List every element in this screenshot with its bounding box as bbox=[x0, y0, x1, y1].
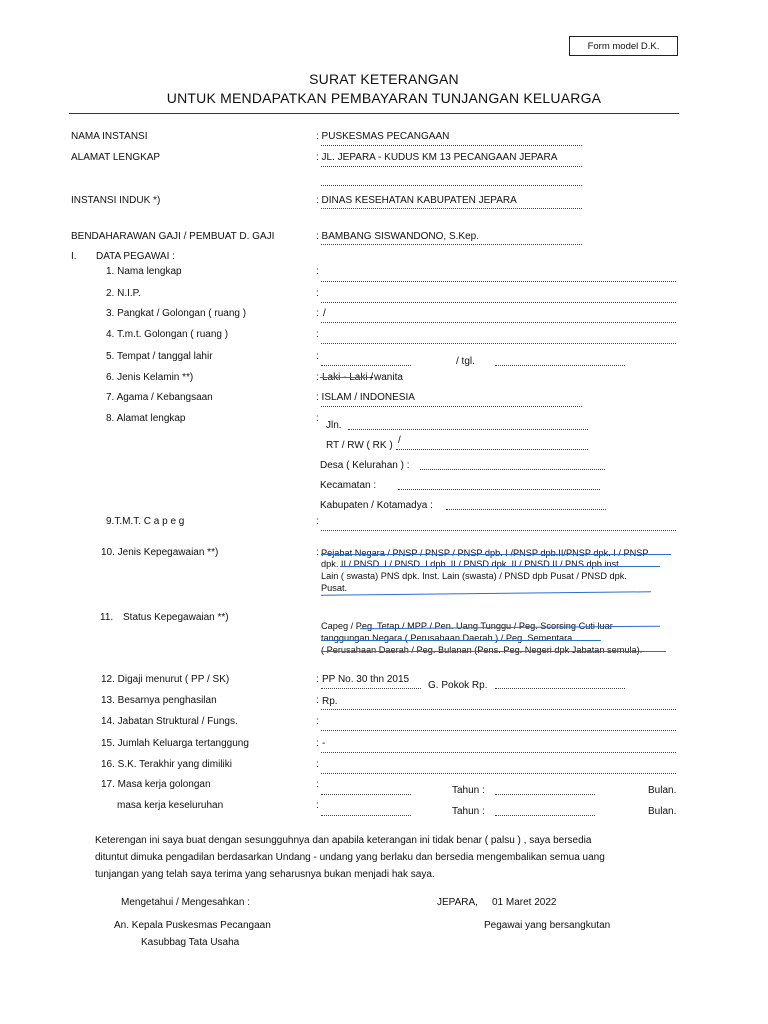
dotted-line bbox=[321, 530, 676, 531]
item-10-line-3: Lain ( swasta) PNS dpk. Inst. Lain (swasta) / PNSD dpb Pusat / PNSD dpk. bbox=[321, 571, 627, 581]
colon: : bbox=[316, 372, 319, 383]
handwritten-strike bbox=[320, 377, 370, 378]
handwritten-underline bbox=[321, 591, 651, 595]
item-5-tgl: / tgl. bbox=[456, 356, 475, 367]
bendahara-value: : BAMBANG SISWANDONO, S.Kep. bbox=[316, 231, 479, 242]
item-12-value: PP No. 30 thn 2015 bbox=[322, 674, 410, 685]
form-model-label: Form model D.K. bbox=[587, 40, 660, 52]
dotted-line bbox=[321, 773, 676, 774]
item-8-rtrw: RT / RW ( RK ) bbox=[326, 440, 393, 451]
item-6-struck: Laki - Laki / bbox=[322, 372, 374, 383]
dotted-line bbox=[396, 449, 588, 450]
item-10-line-4: Pusat. bbox=[321, 583, 348, 593]
dotted-line bbox=[495, 688, 625, 689]
item-2-label: 2. N.I.P. bbox=[106, 288, 141, 299]
dotted-line bbox=[321, 244, 582, 245]
item-8-jln: Jln. bbox=[326, 420, 342, 431]
item-8-slash: / bbox=[398, 435, 401, 446]
handwritten-strike bbox=[321, 640, 601, 641]
item-11-line-1: Capeg / Peg. Tetap / MPP / Pen. Uang Tunggu / Peg. Scorsing Cuti luar bbox=[321, 621, 613, 631]
title-line-2: UNTUK MENDAPATKAN PEMBAYARAN TUNJANGAN KELUARGA bbox=[166, 90, 602, 106]
item-15-value: - bbox=[322, 738, 326, 749]
nama-instansi-value: : PUSKESMAS PECANGAAN bbox=[316, 131, 450, 142]
item-17-label: 17. Masa kerja golongan bbox=[101, 779, 211, 790]
tahun-label: Tahun : bbox=[452, 806, 485, 817]
dotted-line bbox=[321, 302, 676, 303]
item-14-label: 14. Jabatan Struktural / Fungs. bbox=[101, 716, 238, 727]
colon: : bbox=[316, 759, 319, 770]
title-line-1: SURAT KETERANGAN bbox=[309, 71, 459, 87]
dotted-line bbox=[321, 730, 676, 731]
instansi-induk-label: INSTANSI INDUK *) bbox=[71, 195, 161, 206]
item-3-value: / bbox=[323, 308, 326, 319]
instansi-induk-value: : DINAS KESEHATAN KABUPATEN JEPARA bbox=[316, 195, 517, 206]
alamat-value: : JL. JEPARA - KUDUS KM 13 PECANGAAN JEPARA bbox=[316, 152, 558, 163]
dotted-line bbox=[495, 815, 595, 816]
item-9-label: 9.T.M.T. C a p e g bbox=[106, 516, 185, 527]
item-10-line-2: dpk. II / PNSD. I / PNSD. I dpb. II / PNSD dpk. II / PNSD II / PNS dpb inst. bbox=[321, 559, 622, 569]
colon: : bbox=[316, 308, 319, 319]
bulan-label: Bulan. bbox=[648, 785, 677, 796]
section-roman: I. bbox=[71, 251, 77, 262]
dotted-line bbox=[495, 794, 595, 795]
item-1-label: 1. Nama lengkap bbox=[106, 266, 182, 277]
dotted-line bbox=[446, 509, 606, 510]
item-10-line-1: Pejabat Negara / PNSP / PNSP / PNSP dpb. I /PNSP dpb.II/PNSP dpk. I / PNSP bbox=[321, 548, 649, 558]
item-13-label: 13. Besarnya penghasilan bbox=[101, 695, 217, 706]
item-12-gpokok: G. Pokok Rp. bbox=[428, 680, 488, 691]
handwritten-strike bbox=[340, 566, 660, 567]
colon: : bbox=[316, 800, 319, 811]
dotted-line bbox=[321, 166, 582, 167]
dotted-line bbox=[321, 281, 676, 282]
item-8-kec: Kecamatan : bbox=[320, 480, 377, 491]
kepala-label: An. Kepala Puskesmas Pecangaan bbox=[114, 920, 271, 931]
item-8-desa: Desa ( Kelurahan ) : bbox=[320, 460, 410, 471]
dotted-line bbox=[321, 145, 582, 146]
item-7-label: 7. Agama / Kebangsaan bbox=[106, 392, 213, 403]
item-16-label: 16. S.K. Terakhir yang dimiliki bbox=[101, 759, 232, 770]
dotted-line bbox=[321, 208, 582, 209]
pegawai-label: Pegawai yang bersangkutan bbox=[484, 920, 611, 931]
colon: : bbox=[316, 288, 319, 299]
mengetahui-label: Mengetahui / Mengesahkan : bbox=[121, 897, 250, 908]
dotted-line bbox=[420, 469, 605, 470]
colon: : bbox=[316, 329, 319, 340]
handwritten-strike bbox=[321, 651, 666, 652]
item-15-label: 15. Jumlah Keluarga tertanggung bbox=[101, 738, 249, 749]
item-3-label: 3. Pangkat / Golongan ( ruang ) bbox=[106, 308, 247, 319]
sign-place: JEPARA, bbox=[437, 897, 478, 908]
item-11-number: 11. bbox=[100, 612, 114, 623]
colon: : bbox=[316, 716, 319, 727]
item-11-label: Status Kepegawaian **) bbox=[123, 612, 229, 623]
handwritten-strike bbox=[321, 554, 671, 555]
item-5-label: 5. Tempat / tanggal lahir bbox=[106, 351, 213, 362]
dotted-line bbox=[321, 688, 421, 689]
dotted-line bbox=[495, 365, 625, 366]
item-17b-label: masa kerja keseluruhan bbox=[117, 800, 224, 811]
item-8-kab: Kabupaten / Kotamadya : bbox=[320, 500, 433, 511]
colon: : bbox=[316, 413, 319, 424]
item-12-label: 12. Digaji menurut ( PP / SK) bbox=[101, 674, 230, 685]
dotted-line bbox=[321, 365, 411, 366]
title-rule bbox=[69, 113, 679, 114]
alamat-label: ALAMAT LENGKAP bbox=[71, 152, 161, 163]
sign-date: 01 Maret 2022 bbox=[492, 897, 557, 908]
tahun-label: Tahun : bbox=[452, 785, 485, 796]
dotted-line bbox=[321, 709, 676, 710]
item-11-line-2: tanggungan Negara ( Perusahaan Daerah ) / Peg. Sementara bbox=[321, 633, 573, 643]
statement-line-1: Keterengan ini saya buat dengan sesungguhnya dan apabila keterangan ini tidak benar ( palsu ) , saya bersedia bbox=[95, 835, 592, 846]
colon: : bbox=[316, 266, 319, 277]
item-4-label: 4. T.m.t. Golongan ( ruang ) bbox=[106, 329, 229, 340]
form-model-box bbox=[569, 36, 678, 56]
dotted-line bbox=[321, 752, 676, 753]
bulan-label: Bulan. bbox=[648, 806, 677, 817]
dotted-line bbox=[321, 815, 411, 816]
statement-line-3: tunjangan yang telah saya terima yang seharusnya bukan menjadi hak saya. bbox=[95, 869, 435, 880]
dotted-line bbox=[321, 343, 676, 344]
colon: : bbox=[316, 779, 319, 790]
item-11-line-3: ( Perusahaan Daerah / Peg. Bulanan (Pens. Peg. Negeri dpk Jabatan semula). bbox=[321, 645, 643, 655]
item-6-value: wanita bbox=[374, 372, 403, 383]
colon: : bbox=[316, 695, 319, 706]
statement-line-2: dituntut dimuka pengadilan berdasarkan Undang - undang yang berlaku dan bersedia mengembalikan semua uang bbox=[95, 852, 605, 863]
bendahara-label: BENDAHARAWAN GAJI / PEMBUAT D. GAJI bbox=[71, 231, 275, 242]
item-8-label: 8. Alamat lengkap bbox=[106, 413, 186, 424]
dotted-line bbox=[321, 406, 582, 407]
colon: : bbox=[316, 547, 319, 558]
nama-instansi-label: NAMA INSTANSI bbox=[71, 131, 148, 142]
section-label: DATA PEGAWAI : bbox=[96, 251, 175, 262]
item-6-label: 6. Jenis Kelamin **) bbox=[106, 372, 194, 383]
dotted-line bbox=[321, 322, 676, 323]
kasubbag-label: Kasubbag Tata Usaha bbox=[141, 937, 240, 948]
dotted-line bbox=[321, 794, 411, 795]
colon: : bbox=[316, 516, 319, 527]
colon: : bbox=[316, 351, 319, 362]
dotted-line bbox=[398, 489, 600, 490]
item-13-value: Rp. bbox=[322, 696, 338, 707]
colon: : bbox=[316, 674, 319, 685]
dotted-line bbox=[348, 429, 588, 430]
item-10-label: 10. Jenis Kepegawaian **) bbox=[101, 547, 219, 558]
item-7-value: : ISLAM / INDONESIA bbox=[316, 392, 415, 403]
dotted-line bbox=[321, 185, 582, 186]
colon: : bbox=[316, 738, 319, 749]
